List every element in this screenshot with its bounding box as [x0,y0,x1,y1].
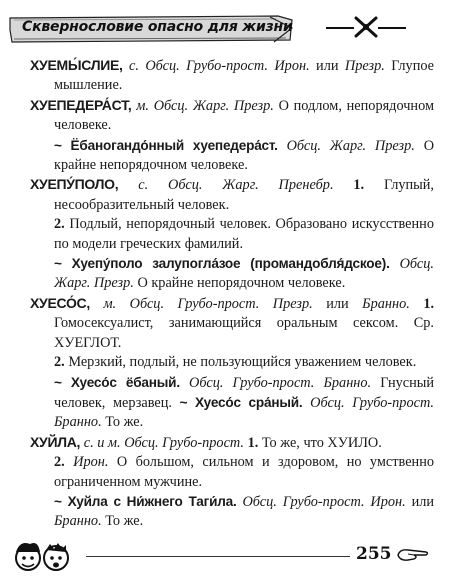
sense-number: 2. [54,454,65,471]
grammar-label: Бранно. [362,295,410,312]
subentry [30,136,434,176]
entry-huemyslie [30,56,434,96]
grammar-label: с. Обсц. Жарг. Пренебр. [138,177,334,194]
definition: О подлом, непорядочном человеке. [54,97,434,134]
definition: Подлый, непорядочный человек. Образовано искусственно по модели греческих фамилий. [54,216,434,252]
definition: То же, что ХУИЛО. [261,434,382,451]
definition: О большом, сильном и здоровом, но умственно ограниченном мужчине. [54,454,434,490]
sense-2 [30,353,434,372]
sense-2 [30,453,434,492]
sub-phrase: ~ Ёбаногандо́нный хуепедера́ст. [54,137,278,153]
grammar-label: Обсц. Жарг. Презр. [286,137,415,154]
page-number: 255 [356,544,392,564]
sub-phrase: ~ Хуесо́с ёбаный. [54,374,180,390]
headword: ХУЕМЫ́СЛИЕ, [30,57,123,73]
grammar-label: с. Обсц. Грубо-прост. Ирон. [129,58,310,74]
footer-rule [86,556,350,557]
connector: или [411,493,434,510]
connector: или [316,58,339,74]
grammar-label: м. Обсц. Грубо-прост. Презр. [103,295,313,312]
subentry [30,373,434,433]
sense-number: 1. [353,177,365,194]
definition: Мерзкий, подлый, не пользующийся уважением человек. [68,354,417,371]
sub-phrase: ~ Хуйла с Ни́жнего Таги́ла. [54,493,237,509]
definition: Глупый, несообразительный человек. [54,177,434,213]
definition: О крайне непорядочном человеке. [137,275,346,292]
dictionary-page [30,56,434,532]
grammar-label: с. и м. Обсц. Грубо-прост. [83,434,244,451]
sense-number: 1. [423,295,435,312]
pointing-hand-icon [396,546,430,564]
subentry [30,254,434,294]
grammar-label: Ирон. [73,454,109,471]
definition: О крайне непорядочном человеке. [54,137,435,174]
entry-huila [30,433,434,453]
sense-number: 2. [54,216,65,233]
entry-huepupolo [30,175,434,215]
two-cartoon-faces-icon [8,536,78,576]
entry-huepederast [30,96,434,136]
entry-huesos [30,294,434,353]
grammar-label: Обсц. Жарг. Презр. [54,256,434,292]
headword: ХУЕПЕДЕРА́СТ, [30,96,132,113]
sub-phrase: ~ Хуепу́поло залупогла́зое (промандобля́дское). [54,256,390,272]
sense-number: 1. [247,434,259,451]
definition: Глупое мышление. [54,58,435,94]
grammar-label: м. Обсц. Жарг. Презр. [136,97,274,114]
definition: То же. [105,414,144,431]
sense-2 [30,215,434,254]
definition: Гнусный человек, мерзавец. [54,374,435,411]
headword: ХУЙЛА, [30,433,81,450]
definition: То же. [105,513,144,530]
grammar-label: Бранно. [54,513,102,530]
grammar-label: Обсц. Грубо-прост. Бранно. [189,374,372,391]
sense-number: 2. [54,354,65,371]
subentry [30,492,434,532]
grammar-label: Презр. [344,58,385,74]
grammar-label: Обсц. Грубо-прост. Ирон. [242,493,406,510]
running-header [8,6,444,50]
definition: Гомосексуалист, занимающийся оральным сексом. Ср. ХУЕГЛОТ. [54,315,434,351]
connector: или [326,295,349,312]
headword: ХУЕСО́С, [30,294,90,311]
page-footer [0,536,452,580]
grammar-label: Обсц. Грубо-прост. Бранно. [54,394,435,431]
headword: ХУЕПУ́ПОЛО, [30,176,119,193]
sub-phrase: ~ Хуесо́с сра́ный. [179,394,303,410]
header-title: Сквернословие опасно для жизни [22,19,293,35]
crossed-swords-ornament-icon [326,16,406,38]
